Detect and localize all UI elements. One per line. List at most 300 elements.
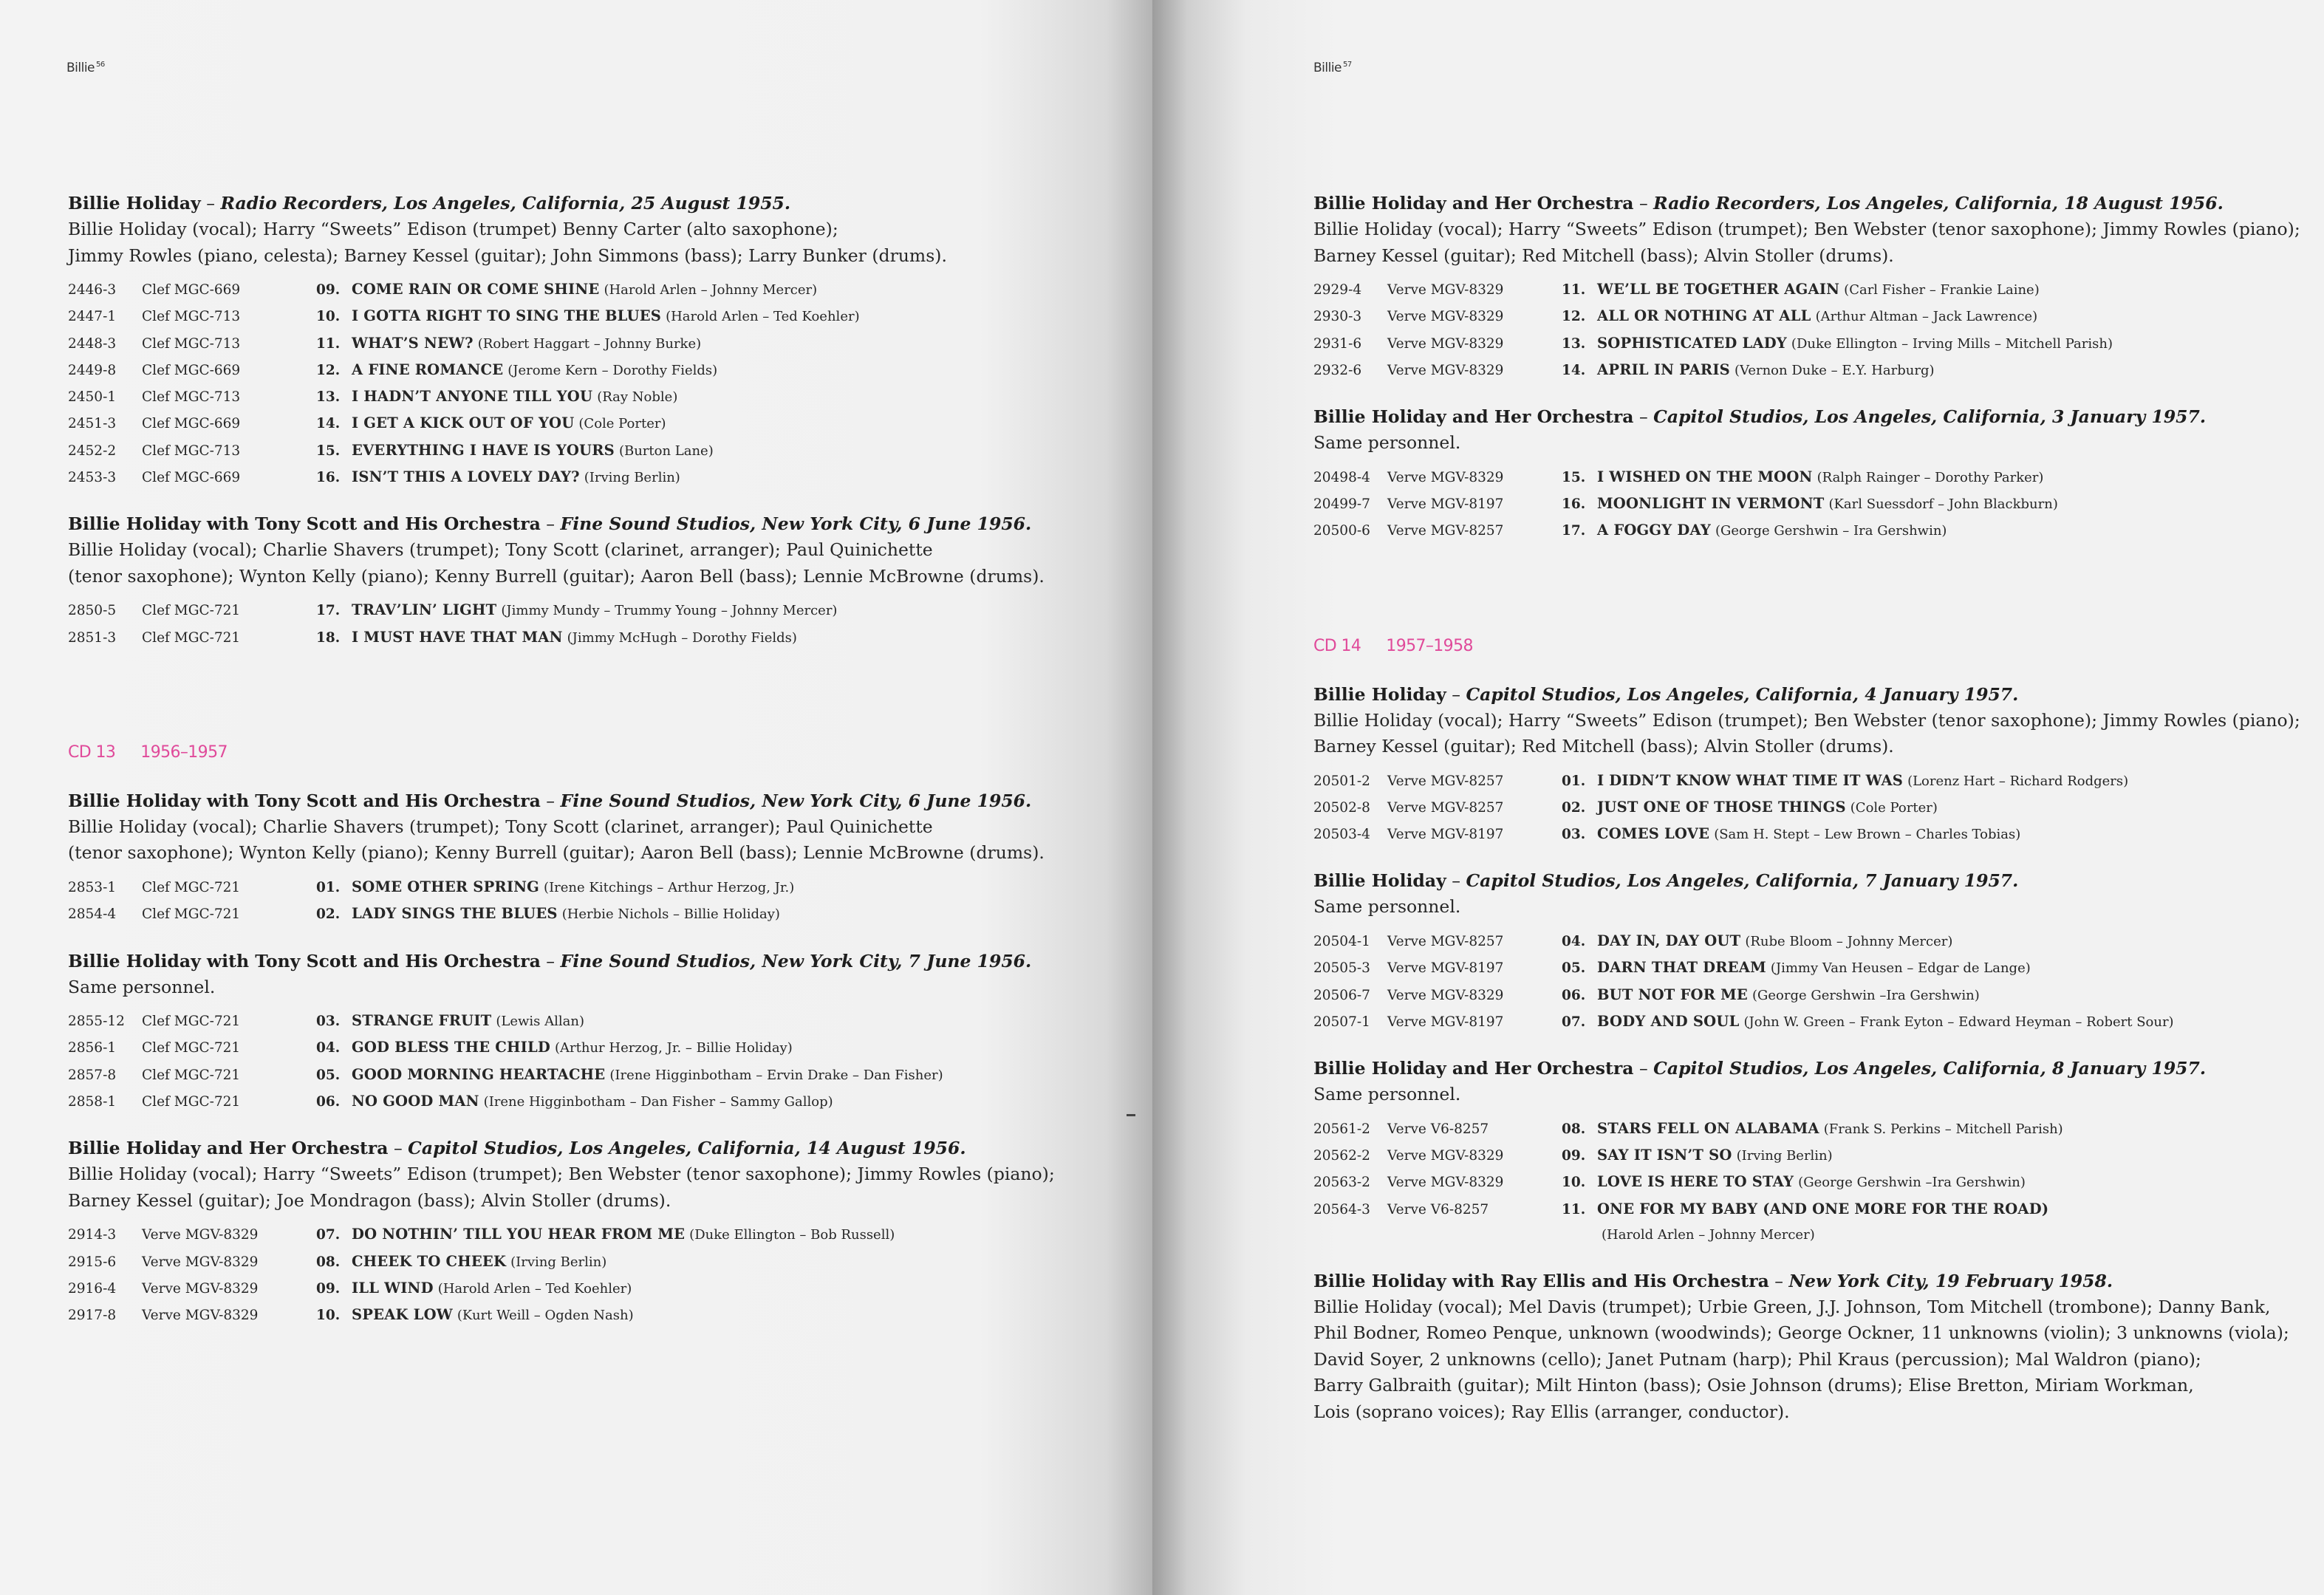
track-number: 07. xyxy=(1562,1014,1586,1030)
track-title: SOME OTHER SPRING xyxy=(352,878,540,895)
spacer xyxy=(1313,1035,2303,1056)
matrix-number: 2450-1 xyxy=(68,389,117,406)
spacer xyxy=(1313,661,2303,682)
track-list xyxy=(1313,276,2303,383)
track-composers: (Harold Arlen – Johnny Mercer) xyxy=(1602,1226,1815,1243)
personnel-line: Billie Holiday (vocal); Harry “Sweets” Edison (trumpet) Benny Carter (alto saxophone); xyxy=(68,219,838,239)
label-number: Verve MGV-8329 xyxy=(1387,987,1504,1003)
personnel-line: Same personnel. xyxy=(68,976,216,997)
personnel-line: Same personnel. xyxy=(1313,432,1461,454)
matrix-number: 2932-6 xyxy=(1313,362,1362,378)
personnel-line: Phil Bodner, Romeo Penque, unknown (woodwinds); George Ockner, 11 unknowns (violin); 3 unknowns (viola); xyxy=(1313,1322,2289,1344)
gutter-mark xyxy=(1127,1114,1135,1116)
track-number: 13. xyxy=(316,389,341,406)
track-title: DAY IN, DAY OUT xyxy=(1597,932,1741,949)
personnel-line: Barney Kessel (guitar); Joe Mondragon (bass); Alvin Stoller (drums). xyxy=(68,1189,671,1211)
track-row-continuation xyxy=(1313,1223,2303,1248)
matrix-number: 2858-1 xyxy=(68,1093,117,1110)
track-number: 15. xyxy=(316,443,341,459)
spacer xyxy=(1313,847,2303,868)
session-heading xyxy=(68,788,1132,814)
matrix-number: 20502-8 xyxy=(1313,799,1370,816)
personnel-line: Billie Holiday (vocal); Harry “Sweets” Edison (trumpet); Ben Webster (tenor saxophone); Jimmy Rowles (piano); xyxy=(1313,219,2300,239)
track-composers: (Arthur Herzog, Jr. – Billie Holiday) xyxy=(555,1040,793,1056)
session-artist: Billie Holiday and Her Orchestra xyxy=(1313,1058,1634,1079)
track-number: 08. xyxy=(1562,1121,1586,1137)
track-row xyxy=(68,464,1132,491)
session-heading xyxy=(68,511,1132,537)
track-title: DARN THAT DREAM xyxy=(1597,959,1766,977)
track-row xyxy=(1313,1142,2303,1169)
matrix-number: 20504-1 xyxy=(1313,933,1370,949)
label-number: Clef MGC-721 xyxy=(142,603,241,619)
left-page xyxy=(0,0,1152,1595)
track-title: SAY IT ISN’T SO xyxy=(1597,1146,1732,1164)
session-heading xyxy=(68,1135,1132,1161)
page-number: 56 xyxy=(96,61,105,69)
track-row xyxy=(68,1008,1132,1034)
track-number: 10. xyxy=(316,1308,341,1324)
track-number: 15. xyxy=(1562,469,1586,485)
dash-separator: – xyxy=(200,193,221,214)
session-artist: Billie Holiday and Her Orchestra xyxy=(1313,193,1634,214)
cd-label: CD 14 xyxy=(1313,636,1361,655)
session-heading xyxy=(1313,1268,2303,1294)
track-title: NO GOOD MAN xyxy=(352,1092,479,1110)
matrix-number: 2449-8 xyxy=(68,362,117,378)
track-list xyxy=(68,597,1132,651)
track-title: I GOTTA RIGHT TO SING THE BLUES xyxy=(352,307,662,325)
label-number: Verve MGV-8329 xyxy=(142,1308,259,1324)
track-list xyxy=(1313,1116,2303,1248)
track-title: EVERYTHING I HAVE IS YOURS xyxy=(352,441,615,459)
track-composers: (Kurt Weill – Ogden Nash) xyxy=(457,1308,634,1324)
track-composers: (Jimmy Mundy – Trummy Young – Johnny Mercer) xyxy=(501,603,838,619)
dash-separator: – xyxy=(388,1138,409,1159)
session-heading xyxy=(1313,682,2303,708)
track-composers: (Irving Berlin) xyxy=(584,470,680,486)
track-composers: (Vernon Duke – E.Y. Harburg) xyxy=(1734,362,1935,378)
session-heading xyxy=(68,191,1132,216)
track-number: 14. xyxy=(316,416,341,432)
track-row xyxy=(1313,794,2303,821)
track-composers: (Sam H. Stept – Lew Brown – Charles Tobias) xyxy=(1714,827,2021,843)
matrix-number: 2446-3 xyxy=(68,282,117,298)
session-artist: Billie Holiday and Her Orchestra xyxy=(1313,406,1634,428)
dash-separator: – xyxy=(1633,1058,1654,1079)
track-composers: (Robert Haggart – Johnny Burke) xyxy=(477,335,702,352)
matrix-number: 2929-4 xyxy=(1313,282,1362,298)
session-heading xyxy=(1313,868,2303,894)
right-page xyxy=(1152,0,2324,1595)
matrix-number: 20561-2 xyxy=(1313,1121,1370,1137)
matrix-number: 2916-4 xyxy=(68,1280,117,1297)
session-place: Capitol Studios, Los Angeles, California, 4 January 1957. xyxy=(1466,683,2019,705)
track-list xyxy=(68,276,1132,491)
matrix-number: 2917-8 xyxy=(68,1308,117,1324)
track-number: 04. xyxy=(316,1040,341,1056)
session-artist: Billie Holiday with Tony Scott and His Orchestra xyxy=(68,950,541,971)
session-place: Capitol Studios, Los Angeles, California, 3 January 1957. xyxy=(1653,406,2207,428)
session-block xyxy=(68,949,1132,1116)
label-number: Verve MGV-8257 xyxy=(1387,799,1504,816)
track-number: 16. xyxy=(316,470,341,486)
track-number: 11. xyxy=(316,335,341,352)
track-row xyxy=(1313,491,2303,517)
label-number: Verve MGV-8329 xyxy=(142,1227,259,1243)
label-number: Clef MGC-721 xyxy=(142,1014,241,1030)
personnel-line: Billie Holiday (vocal); Charlie Shavers (trumpet); Tony Scott (clarinet, arranger); Paul Quinichette xyxy=(68,539,933,561)
track-composers: (Irving Berlin) xyxy=(510,1254,607,1270)
cd-years: 1956–1957 xyxy=(140,742,228,762)
label-number: Verve MGV-8329 xyxy=(142,1280,259,1297)
track-row xyxy=(68,330,1132,357)
track-composers: (Irving Berlin) xyxy=(1736,1147,1833,1164)
session-place: Radio Recorders, Los Angeles, California, 18 August 1956. xyxy=(1653,193,2224,214)
track-row xyxy=(1313,1116,2303,1142)
track-composers: (Duke Ellington – Bob Russell) xyxy=(689,1227,895,1243)
track-number: 14. xyxy=(1562,362,1586,378)
track-number: 06. xyxy=(1562,987,1586,1003)
personnel-line: Lois (soprano voices); Ray Ellis (arranger, conductor). xyxy=(1313,1401,1790,1422)
track-number: 03. xyxy=(1562,827,1586,843)
track-row xyxy=(68,1034,1132,1061)
label-number: Clef MGC-669 xyxy=(142,470,241,486)
personnel-line: Billie Holiday (vocal); Charlie Shavers (trumpet); Tony Scott (clarinet, arranger); Paul Quinichette xyxy=(68,816,933,837)
session-place: Radio Recorders, Los Angeles, California, 25 August 1955. xyxy=(220,193,791,214)
running-head-text: Billie xyxy=(1313,61,1342,75)
track-number: 18. xyxy=(316,629,341,646)
track-composers: (Harold Arlen – Ted Koehler) xyxy=(666,309,860,325)
track-title: BODY AND SOUL xyxy=(1597,1012,1740,1030)
track-list xyxy=(68,1008,1132,1115)
label-number: Clef MGC-721 xyxy=(142,879,241,895)
track-number: 05. xyxy=(316,1067,341,1083)
running-head-text: Billie xyxy=(66,61,95,75)
cd-years: 1957–1958 xyxy=(1386,636,1473,655)
session-block xyxy=(1313,191,2303,383)
dash-separator: – xyxy=(1633,406,1654,428)
session-place: New York City, 19 February 1958. xyxy=(1788,1270,2113,1291)
track-title: A FINE ROMANCE xyxy=(352,361,504,378)
dash-separator: – xyxy=(540,950,561,971)
track-row xyxy=(1313,1169,2303,1195)
track-title: COME RAIN OR COME SHINE xyxy=(352,281,600,298)
session-block xyxy=(68,1135,1132,1328)
session-block xyxy=(68,788,1132,928)
track-row xyxy=(1313,276,2303,303)
personnel-line: (tenor saxophone); Wynton Kelly (piano); Kenny Burrell (guitar); Aaron Bell (bass); Lennie McBrowne (drums). xyxy=(68,565,1045,587)
matrix-number: 2914-3 xyxy=(68,1227,117,1243)
session-artist: Billie Holiday with Tony Scott and His Orchestra xyxy=(68,790,541,811)
track-number: 11. xyxy=(1562,1201,1586,1217)
track-number: 05. xyxy=(1562,960,1586,977)
label-number: Clef MGC-721 xyxy=(142,1067,241,1083)
cd-heading xyxy=(1313,632,2303,661)
track-composers: (George Gershwin –Ira Gershwin) xyxy=(1798,1175,2026,1191)
personnel-line: Jimmy Rowles (piano, celesta); Barney Kessel (guitar); John Simmons (bass); Larry Bunker (drums). xyxy=(68,245,947,266)
session-heading xyxy=(1313,404,2303,430)
label-number: Verve MGV-8197 xyxy=(1387,496,1504,512)
cd-heading xyxy=(68,738,1132,768)
track-composers: (Jimmy McHugh – Dorothy Fields) xyxy=(567,629,797,646)
session-personnel xyxy=(68,974,1132,1001)
label-number: Verve MGV-8257 xyxy=(1387,773,1504,789)
session-place: Capitol Studios, Los Angeles, California, 8 January 1957. xyxy=(1653,1058,2207,1079)
matrix-number: 20564-3 xyxy=(1313,1201,1370,1217)
session-artist: Billie Holiday with Tony Scott and His Orchestra xyxy=(68,513,541,535)
track-row xyxy=(68,901,1132,927)
track-row xyxy=(68,1221,1132,1248)
label-number: Clef MGC-669 xyxy=(142,362,241,378)
session-block xyxy=(68,511,1132,651)
matrix-number: 2856-1 xyxy=(68,1040,117,1056)
track-number: 06. xyxy=(316,1093,341,1110)
session-personnel xyxy=(1313,216,2303,269)
personnel-line: Same personnel. xyxy=(1313,896,1461,918)
spacer xyxy=(1313,544,2303,632)
track-row xyxy=(1313,821,2303,847)
track-list xyxy=(68,874,1132,928)
right-column xyxy=(1313,191,2303,1425)
track-title: TRAV’LIN’ LIGHT xyxy=(352,601,497,619)
personnel-line: (tenor saxophone); Wynton Kelly (piano); Kenny Burrell (guitar); Aaron Bell (bass); Lennie McBrowne (drums). xyxy=(68,842,1045,864)
personnel-line: David Soyer, 2 unknowns (cello); Janet Putnam (harp); Phil Kraus (percussion); Mal Waldron (piano); xyxy=(1313,1348,2201,1370)
personnel-line: Barry Galbraith (guitar); Milt Hinton (bass); Osie Johnson (drums); Elise Bretton, Miriam Workman, xyxy=(1313,1375,2194,1396)
track-composers: (Burton Lane) xyxy=(618,443,714,459)
session-personnel xyxy=(1313,1082,2303,1108)
track-title: CHEEK TO CHEEK xyxy=(352,1252,507,1270)
session-heading xyxy=(1313,1056,2303,1082)
matrix-number: 2447-1 xyxy=(68,309,117,325)
track-composers: (Irene Higginbotham – Ervin Drake – Dan Fisher) xyxy=(609,1067,943,1083)
track-title: LOVE IS HERE TO STAY xyxy=(1597,1173,1794,1191)
session-artist: Billie Holiday and Her Orchestra xyxy=(68,1138,389,1159)
track-row xyxy=(68,1088,1132,1115)
track-number: 17. xyxy=(316,603,341,619)
matrix-number: 2931-6 xyxy=(1313,335,1362,352)
track-composers: (Ralph Rainger – Dorothy Parker) xyxy=(1817,469,2044,485)
track-row xyxy=(1313,1008,2303,1035)
personnel-line: Barney Kessel (guitar); Red Mitchell (bass); Alvin Stoller (drums). xyxy=(1313,245,1894,266)
track-row xyxy=(1313,464,2303,491)
track-title: A FOGGY DAY xyxy=(1597,522,1711,539)
track-composers: (Frank S. Perkins – Mitchell Parish) xyxy=(1823,1121,2063,1137)
matrix-number: 2451-3 xyxy=(68,416,117,432)
track-composers: (Jimmy Van Heusen – Edgar de Lange) xyxy=(1770,960,2031,977)
running-head-right xyxy=(1313,61,1352,75)
dash-separator: – xyxy=(1446,870,1466,892)
left-column xyxy=(68,191,1132,1328)
track-list xyxy=(1313,928,2303,1035)
track-row xyxy=(1313,1196,2303,1223)
session-personnel xyxy=(68,537,1132,590)
track-row xyxy=(68,410,1132,437)
track-number: 02. xyxy=(316,906,341,923)
track-title: STARS FELL ON ALABAMA xyxy=(1597,1119,1819,1137)
track-title: GOD BLESS THE CHILD xyxy=(352,1039,550,1056)
session-artist: Billie Holiday xyxy=(1313,870,1446,892)
spacer xyxy=(68,768,1132,788)
track-composers: (John W. Green – Frank Eyton – Edward Heyman – Robert Sour) xyxy=(1743,1014,2174,1030)
dash-separator: – xyxy=(1768,1270,1789,1291)
track-row xyxy=(1313,768,2303,794)
matrix-number: 2850-5 xyxy=(68,603,117,619)
spacer xyxy=(68,1115,1132,1135)
matrix-number: 2857-8 xyxy=(68,1067,117,1083)
spacer xyxy=(68,491,1132,511)
label-number: Verve MGV-8329 xyxy=(1387,335,1504,352)
matrix-number: 20498-4 xyxy=(1313,469,1370,485)
session-personnel xyxy=(68,814,1132,867)
track-number: 12. xyxy=(316,362,341,378)
matrix-number: 2855-12 xyxy=(68,1014,125,1030)
matrix-number: 20563-2 xyxy=(1313,1175,1370,1191)
spacer xyxy=(1313,1248,2303,1268)
track-title: ILL WIND xyxy=(352,1279,434,1297)
track-row xyxy=(68,874,1132,901)
label-number: Verve MGV-8197 xyxy=(1387,960,1504,977)
session-block xyxy=(1313,1268,2303,1426)
track-title: I MUST HAVE THAT MAN xyxy=(352,628,563,646)
matrix-number: 20507-1 xyxy=(1313,1014,1370,1030)
label-number: Verve MGV-8329 xyxy=(1387,1147,1504,1164)
dash-separator: – xyxy=(540,790,561,811)
track-row xyxy=(1313,303,2303,329)
track-composers: (George Gershwin –Ira Gershwin) xyxy=(1751,987,1980,1003)
matrix-number: 2452-2 xyxy=(68,443,117,459)
track-row xyxy=(68,1275,1132,1302)
track-title: I DIDN’T KNOW WHAT TIME IT WAS xyxy=(1597,771,1904,789)
label-number: Clef MGC-713 xyxy=(142,389,241,406)
track-title: I WISHED ON THE MOON xyxy=(1597,468,1813,485)
session-place: Capitol Studios, Los Angeles, California, 7 January 1957. xyxy=(1466,870,2019,892)
track-title: SPEAK LOW xyxy=(352,1306,453,1324)
matrix-number: 20562-2 xyxy=(1313,1147,1370,1164)
matrix-number: 20503-4 xyxy=(1313,827,1370,843)
label-number: Verve MGV-8197 xyxy=(1387,1014,1504,1030)
dash-separator: – xyxy=(1633,193,1654,214)
track-title: DO NOTHIN’ TILL YOU HEAR FROM ME xyxy=(352,1226,686,1243)
label-number: Clef MGC-713 xyxy=(142,443,241,459)
track-composers: (Herbie Nichols – Billie Holiday) xyxy=(561,906,780,923)
label-number: Verve V6-8257 xyxy=(1387,1201,1489,1217)
label-number: Clef MGC-669 xyxy=(142,416,241,432)
track-number: 09. xyxy=(316,1280,341,1297)
label-number: Verve MGV-8329 xyxy=(1387,282,1504,298)
label-number: Verve MGV-8329 xyxy=(1387,362,1504,378)
track-list xyxy=(1313,464,2303,544)
spacer xyxy=(68,928,1132,949)
matrix-number: 2930-3 xyxy=(1313,309,1362,325)
personnel-line: Same personnel. xyxy=(1313,1084,1461,1105)
track-number: 03. xyxy=(316,1014,341,1030)
session-place: Fine Sound Studios, New York City, 6 June 1956. xyxy=(560,513,1032,535)
track-title: WHAT’S NEW? xyxy=(352,334,474,352)
track-title: APRIL IN PARIS xyxy=(1597,361,1730,378)
personnel-line: Barney Kessel (guitar); Red Mitchell (bass); Alvin Stoller (drums). xyxy=(1313,736,1894,757)
matrix-number: 20499-7 xyxy=(1313,496,1370,512)
track-row xyxy=(68,1062,1132,1088)
dash-separator: – xyxy=(1446,683,1466,705)
track-row xyxy=(1313,928,2303,954)
track-number: 11. xyxy=(1562,282,1586,298)
track-number: 08. xyxy=(316,1254,341,1270)
session-personnel xyxy=(1313,1294,2303,1426)
track-composers: (Irene Kitchings – Arthur Herzog, Jr.) xyxy=(544,879,795,895)
session-block xyxy=(1313,404,2303,544)
track-composers: (Arthur Altman – Jack Lawrence) xyxy=(1815,309,2038,325)
matrix-number: 20500-6 xyxy=(1313,523,1370,539)
track-number: 09. xyxy=(1562,1147,1586,1164)
track-composers: (Harold Arlen – Johnny Mercer) xyxy=(604,282,818,298)
track-row xyxy=(1313,517,2303,544)
session-block xyxy=(1313,868,2303,1035)
track-composers: (Lorenz Hart – Richard Rodgers) xyxy=(1907,773,2129,789)
track-number: 10. xyxy=(316,309,341,325)
personnel-line: Billie Holiday (vocal); Harry “Sweets” Edison (trumpet); Ben Webster (tenor saxophone); Jimmy Rowles (piano); xyxy=(1313,709,2300,731)
matrix-number: 2448-3 xyxy=(68,335,117,352)
track-composers: (George Gershwin – Ira Gershwin) xyxy=(1715,523,1947,539)
label-number: Clef MGC-669 xyxy=(142,282,241,298)
label-number: Verve MGV-8197 xyxy=(1387,827,1504,843)
track-number: 01. xyxy=(1562,773,1586,789)
matrix-number: 2853-1 xyxy=(68,879,117,895)
track-row xyxy=(68,1249,1132,1275)
track-number: 17. xyxy=(1562,523,1586,539)
label-number: Clef MGC-721 xyxy=(142,906,241,923)
track-row xyxy=(68,276,1132,303)
session-place: Capitol Studios, Los Angeles, California, 14 August 1956. xyxy=(408,1138,966,1159)
track-title: JUST ONE OF THOSE THINGS xyxy=(1597,798,1846,816)
track-row xyxy=(68,597,1132,624)
label-number: Clef MGC-721 xyxy=(142,1040,241,1056)
track-number: 01. xyxy=(316,879,341,895)
personnel-line: Billie Holiday (vocal); Harry “Sweets” Edison (trumpet); Ben Webster (tenor saxophone); Jimmy Rowles (piano); xyxy=(68,1164,1055,1185)
session-block xyxy=(68,191,1132,491)
session-personnel xyxy=(1313,430,2303,457)
session-artist: Billie Holiday xyxy=(1313,683,1446,705)
track-list xyxy=(68,1221,1132,1328)
track-row xyxy=(1313,954,2303,981)
track-number: 16. xyxy=(1562,496,1586,512)
matrix-number: 2854-4 xyxy=(68,906,117,923)
track-title: I GET A KICK OUT OF YOU xyxy=(352,414,575,432)
track-composers: (Duke Ellington – Irving Mills – Mitchell Parish) xyxy=(1791,335,2113,352)
matrix-number: 20505-3 xyxy=(1313,960,1370,977)
label-number: Verve MGV-8329 xyxy=(1387,469,1504,485)
track-composers: (Cole Porter) xyxy=(578,416,666,432)
label-number: Verve MGV-8329 xyxy=(142,1254,259,1270)
label-number: Verve MGV-8329 xyxy=(1387,1175,1504,1191)
track-number: 10. xyxy=(1562,1175,1586,1191)
track-composers: (Cole Porter) xyxy=(1850,799,1938,816)
track-composers: (Karl Suessdorf – John Blackburn) xyxy=(1828,496,2058,512)
track-title: ISN’T THIS A LOVELY DAY? xyxy=(352,468,580,486)
track-row xyxy=(68,303,1132,329)
session-block xyxy=(1313,682,2303,848)
running-head-left xyxy=(66,61,105,75)
matrix-number: 2851-3 xyxy=(68,629,117,646)
label-number: Clef MGC-713 xyxy=(142,335,241,352)
label-number: Clef MGC-721 xyxy=(142,629,241,646)
track-composers: (Rube Bloom – Johnny Mercer) xyxy=(1745,933,1953,949)
track-title: MOONLIGHT IN VERMONT xyxy=(1597,494,1825,512)
track-title: STRANGE FRUIT xyxy=(352,1012,492,1030)
session-place: Fine Sound Studios, New York City, 7 June 1956. xyxy=(560,950,1032,971)
track-composers: (Ray Noble) xyxy=(597,389,678,406)
track-title: SOPHISTICATED LADY xyxy=(1597,334,1787,352)
